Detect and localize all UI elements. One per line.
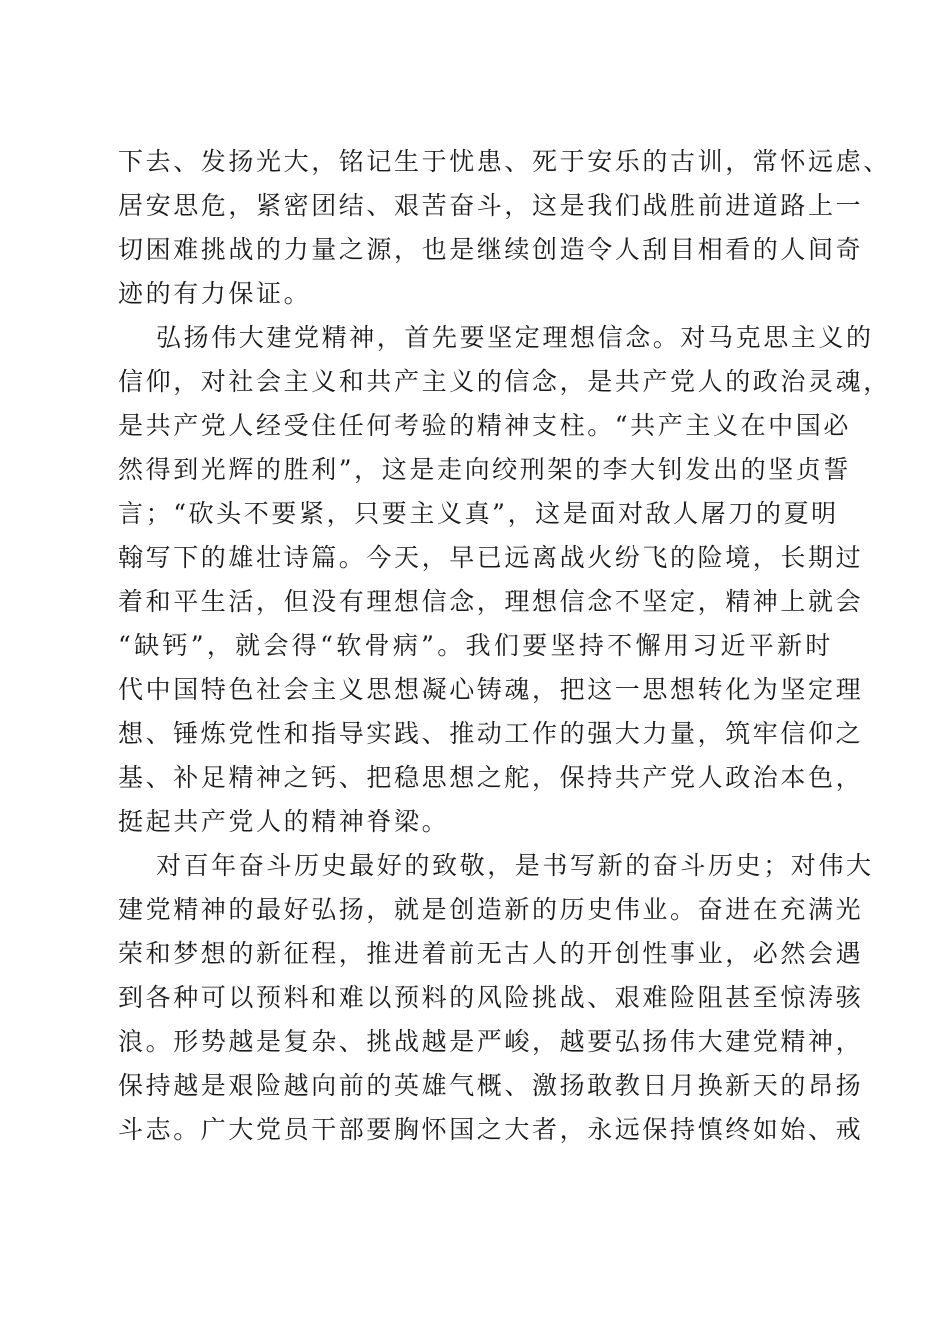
text-line: 切困难挑战的力量之源，也是继续创造令人刮目相看的人间奇 xyxy=(118,235,864,264)
text-line: 言；“砍头不要紧，只要主义真”，这是面对敌人屠刀的夏明 xyxy=(118,499,839,528)
text-line: 然得到光辉的胜利”，这是走向绞刑架的李大钊发出的坚贞誓 xyxy=(118,455,851,484)
text-line: 信仰，对社会主义和共产主义的信念，是共产党人的政治灵魂， xyxy=(118,367,891,396)
text-line: 保持越是艰险越向前的英雄气概、激扬敢教日月换新天的昂扬 xyxy=(118,1071,864,1100)
text-line: 想、锤炼党性和指导实践、推动工作的强大力量，筑牢信仰之 xyxy=(118,719,864,748)
paragraph-continuation xyxy=(118,140,891,316)
text-line: 建党精神的最好弘扬，就是创造新的历史伟业。奋进在充满光 xyxy=(118,895,864,924)
text-line: 弘扬伟大建党精神，首先要坚定理想信念。对马克思主义的 xyxy=(156,323,874,352)
text-line: “缺钙”，就会得“软骨病”。我们要坚持不懈用习近平新时 xyxy=(118,631,833,660)
text-line: 浪。形势越是复杂、挑战越是严峻，越要弘扬伟大建党精神， xyxy=(118,1027,864,1056)
document-body xyxy=(118,140,891,1152)
text-line: 斗志。广大党员干部要胸怀国之大者，永远保持慎终如始、戒 xyxy=(118,1115,864,1144)
text-line: 是共产党人经受住任何考验的精神支柱。“共产主义在中国必 xyxy=(118,411,851,440)
paragraph-ideals xyxy=(118,316,891,844)
text-line: 对百年奋斗历史最好的致敬，是书写新的奋斗历史；对伟大 xyxy=(156,851,874,880)
text-line: 挺起共产党人的精神脊梁。 xyxy=(118,807,450,836)
text-line: 着和平生活，但没有理想信念，理想信念不坚定，精神上就会 xyxy=(118,587,864,616)
text-line: 下去、发扬光大，铭记生于忧患、死于安乐的古训，常怀远虑、 xyxy=(118,147,891,176)
text-line: 到各种可以预料和难以预料的风险挑战、艰难险阻甚至惊涛骇 xyxy=(118,983,864,1012)
text-line: 居安思危，紧密团结、艰苦奋斗，这是我们战胜前进道路上一 xyxy=(118,191,864,220)
text-line: 基、补足精神之钙、把稳思想之舵，保持共产党人政治本色， xyxy=(118,763,864,792)
text-line: 代中国特色社会主义思想凝心铸魂，把这一思想转化为坚定理 xyxy=(118,675,864,704)
text-line: 翰写下的雄壮诗篇。今天，早已远离战火纷飞的险境，长期过 xyxy=(118,543,864,572)
text-line: 迹的有力保证。 xyxy=(118,279,312,308)
paragraph-struggle xyxy=(118,844,874,1152)
text-line: 荣和梦想的新征程，推进着前无古人的开创性事业，必然会遇 xyxy=(118,939,864,968)
